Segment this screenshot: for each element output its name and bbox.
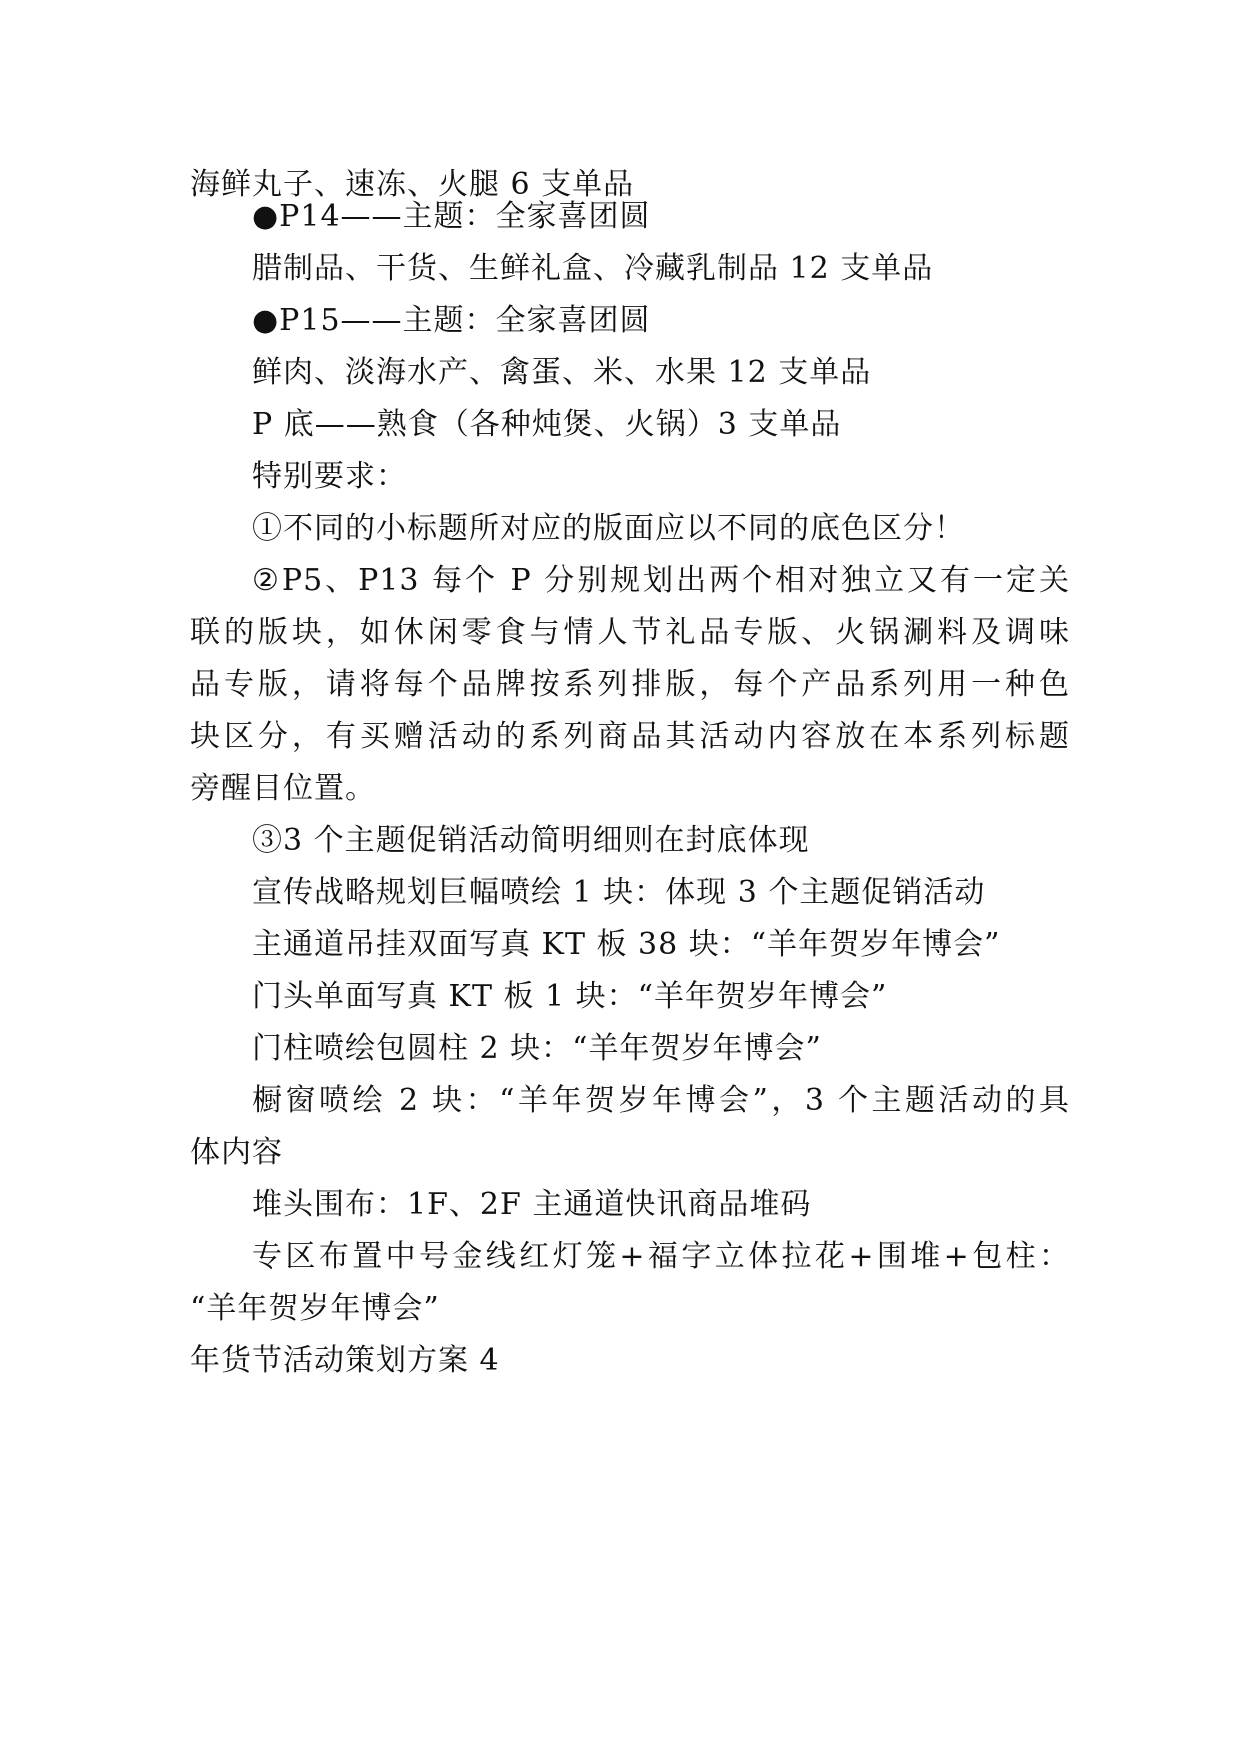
text-line: 联的版块，如休闲零食与情人节礼品专版、火锅涮料及调味: [190, 615, 1070, 650]
text-line: P 底——熟食（各种炖煲、火锅）3 支单品: [252, 407, 842, 442]
text-line: 堆头围布：1F、2F 主通道快讯商品堆码: [252, 1187, 812, 1222]
requirement-item: ②P5、P13 每个 P 分别规划出两个相对独立又有一定关: [252, 563, 1070, 598]
text-line: 门柱喷绘包圆柱 2 块：“羊年贺岁年博会”: [252, 1031, 822, 1066]
text-line: 主通道吊挂双面写真 KT 板 38 块：“羊年贺岁年博会”: [252, 927, 1001, 962]
text-line: 品专版，请将每个品牌按系列排版，每个产品系列用一种色: [190, 667, 1070, 702]
text-line: 宣传战略规划巨幅喷绘 1 块：体现 3 个主题促销活动: [252, 875, 986, 910]
text-line: 鲜肉、淡海水产、禽蛋、米、水果 12 支单品: [252, 355, 872, 390]
section-heading-p14: ●P14——主题：全家喜团圆: [252, 199, 651, 234]
section-heading-p15: ●P15——主题：全家喜团圆: [252, 303, 651, 338]
text-line: 橱窗喷绘 2 块：“羊年贺岁年博会”，3 个主题活动的具: [252, 1083, 1070, 1118]
text-line: “羊年贺岁年博会”: [190, 1291, 440, 1326]
text-line: 专区布置中号金线红灯笼+福字立体拉花+围堆+包柱：: [252, 1239, 1070, 1274]
text-line: 体内容: [190, 1135, 283, 1170]
special-requirements-heading: 特别要求：: [252, 459, 407, 494]
text-line: 旁醒目位置。: [190, 771, 376, 806]
text-line: 腊制品、干货、生鲜礼盒、冷藏乳制品 12 支单品: [252, 251, 934, 286]
requirement-item: ①不同的小标题所对应的版面应以不同的底色区分！: [252, 511, 965, 546]
requirement-item: ③3 个主题促销活动简明细则在封底体现: [252, 823, 810, 858]
text-line: 海鲜丸子、速冻、火腿 6 支单品: [190, 167, 635, 202]
text-line: 门头单面写真 KT 板 1 块：“羊年贺岁年博会”: [252, 979, 888, 1014]
section-title: 年货节活动策划方案 4: [190, 1343, 500, 1378]
text-line: 块区分，有买赠活动的系列商品其活动内容放在本系列标题: [190, 719, 1070, 754]
